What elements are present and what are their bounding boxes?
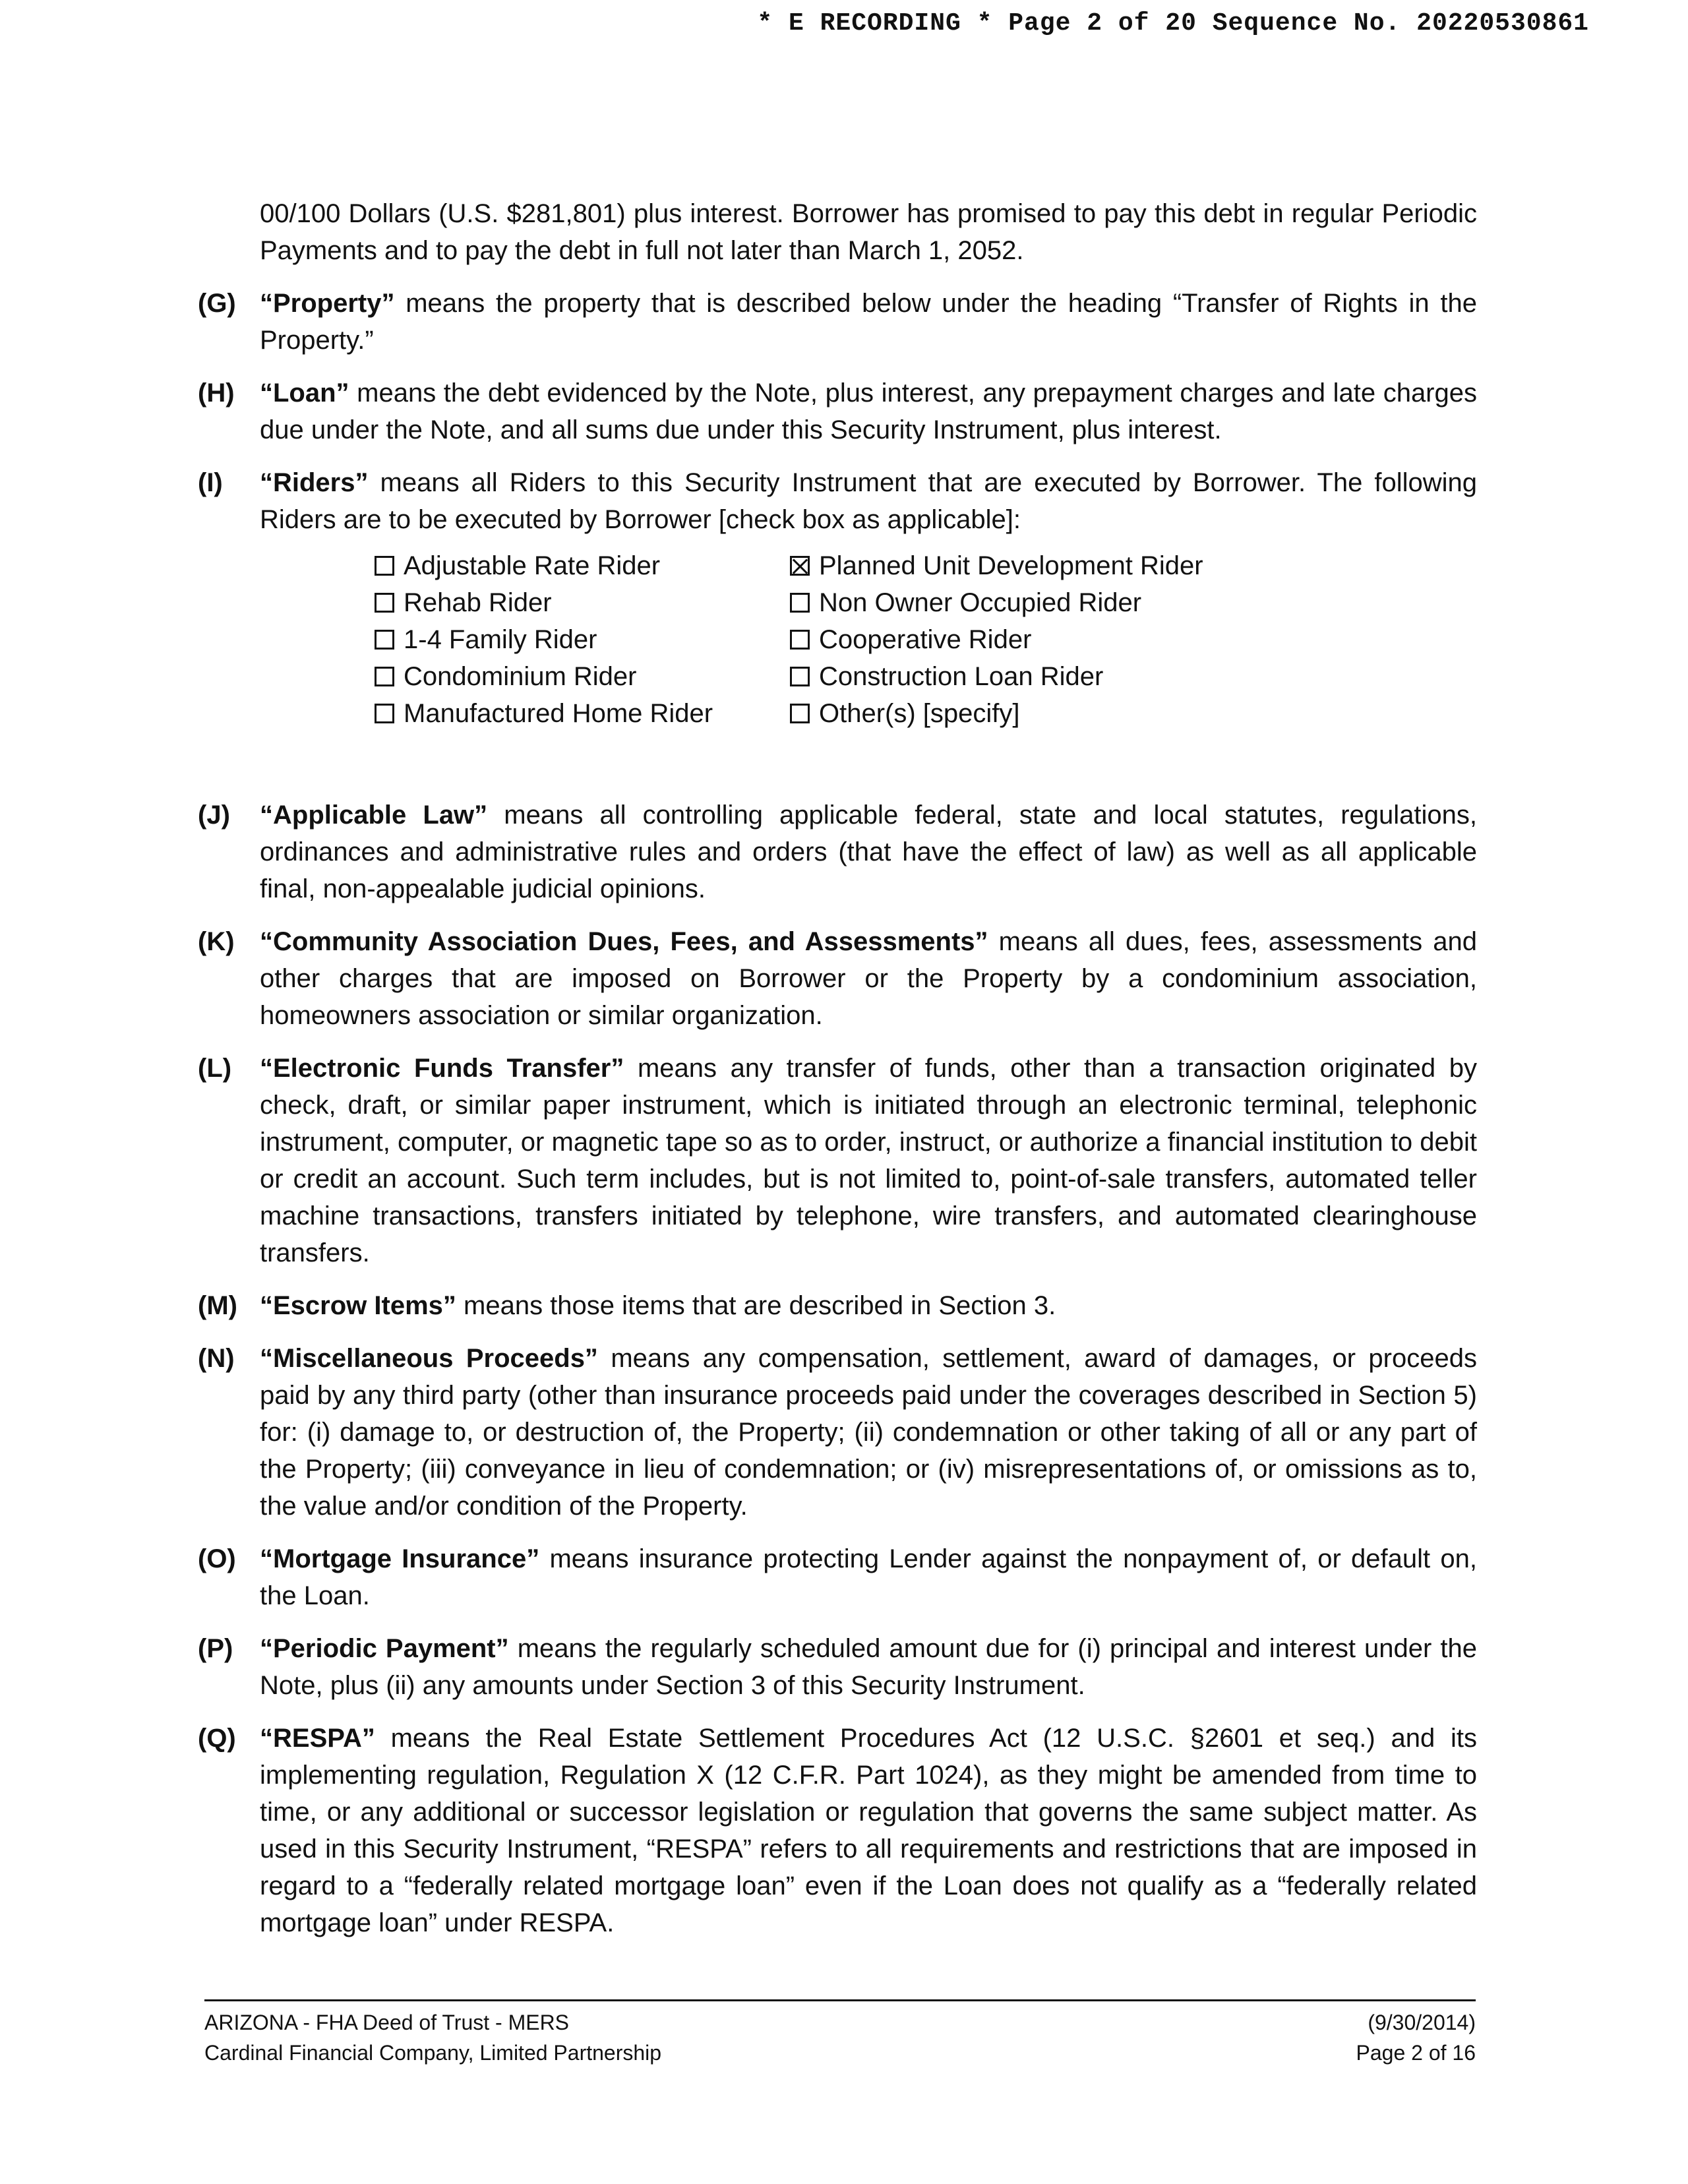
rider-other[interactable] bbox=[790, 695, 1265, 732]
rider-label: Planned Unit Development Rider bbox=[819, 551, 1203, 580]
definition-term: “RESPA” bbox=[260, 1724, 375, 1753]
definition-term: “Applicable Law” bbox=[260, 801, 488, 830]
footer-page-number: Page 2 of 16 bbox=[1356, 2041, 1476, 2065]
rider-label: 1-4 Family Rider bbox=[404, 625, 597, 654]
footer-form-title: ARIZONA - FHA Deed of Trust - MERS bbox=[204, 2011, 570, 2034]
definition-term: “Periodic Payment” bbox=[260, 1634, 509, 1663]
rider-label: Construction Loan Rider bbox=[819, 662, 1104, 691]
definition-text: means the property that is described below under the heading “Transfer of Rights in the Property.” bbox=[260, 289, 1477, 355]
definition-j bbox=[198, 797, 1477, 907]
definition-text: means any compensation, settlement, award of damages, or proceeds paid by any third party (other than insurance proceeds paid under the coverages described in Section 5) for: (i) damage to, or destruction of, the Property; (ii) condemnation or other taking of all or any part of the Property; (iii) conveyance in lieu of condemnation; or (iv) misrepresentations of, or omissions as to, the value and/or condition of the Property. bbox=[260, 1344, 1477, 1521]
definition-text: means all dues, fees, assessments and other charges that are imposed on Borrower or the Property by a condominium association, homeowners association or similar organization. bbox=[260, 927, 1477, 1030]
definition-term: “Riders” bbox=[260, 468, 369, 497]
checkbox-icon[interactable] bbox=[375, 593, 394, 613]
definition-o bbox=[198, 1540, 1477, 1614]
definition-m bbox=[198, 1287, 1477, 1324]
definition-label: (K) bbox=[198, 927, 235, 956]
rider-label: Cooperative Rider bbox=[819, 625, 1032, 654]
definition-n bbox=[198, 1340, 1477, 1525]
definition-label: (Q) bbox=[198, 1724, 236, 1753]
document-body bbox=[198, 195, 1477, 1941]
definition-p bbox=[198, 1630, 1477, 1704]
definition-term: “Miscellaneous Proceeds” bbox=[260, 1344, 598, 1373]
definition-text: means all controlling applicable federal, state and local statutes, regulations, ordinances and administrative rules and orders (that have the effect of law) as well as all applicable final, non-appealable judicial opinions. bbox=[260, 801, 1478, 903]
definition-text: means those items that are described in Section 3. bbox=[456, 1291, 1056, 1320]
checkbox-icon[interactable] bbox=[790, 593, 810, 613]
footer-form-date: (9/30/2014) bbox=[1368, 2011, 1476, 2034]
rider-construction-loan[interactable] bbox=[790, 658, 1265, 695]
definition-term: “Loan” bbox=[260, 379, 349, 408]
definition-label: (P) bbox=[198, 1634, 233, 1663]
definition-q bbox=[198, 1720, 1477, 1941]
page-footer bbox=[204, 2007, 1476, 2068]
definition-h bbox=[198, 375, 1477, 448]
definition-term: “Escrow Items” bbox=[260, 1291, 456, 1320]
definition-k bbox=[198, 923, 1477, 1034]
rider-1-4-family[interactable] bbox=[375, 621, 790, 658]
definition-g bbox=[198, 285, 1477, 359]
checked-checkbox-icon[interactable] bbox=[790, 556, 810, 576]
checkbox-icon[interactable] bbox=[375, 630, 394, 650]
definition-text: means the Real Estate Settlement Procedures Act (12 U.S.C. §2601 et seq.) and its implementing regulation, Regulation X (12 C.F.R. Part 1024), as they might be amended from time to time, or any additional or successor legislation or regulation that governs the same subject matter. As used in this Security Instrument, “RESPA” refers to all requirements and restrictions that are imposed in regard to a “federally related mortgage loan” even if the Loan does not qualify as a “federally related mortgage loan” under RESPA. bbox=[260, 1724, 1477, 1937]
definition-term: “Property” bbox=[260, 289, 395, 318]
checkbox-icon[interactable] bbox=[375, 667, 394, 686]
riders-checklist bbox=[375, 547, 1477, 732]
definition-label: (H) bbox=[198, 379, 235, 408]
definition-label: (O) bbox=[198, 1544, 236, 1573]
rider-label: Other(s) [specify] bbox=[819, 699, 1020, 728]
checkbox-icon[interactable] bbox=[375, 704, 394, 723]
rider-non-owner-occupied[interactable] bbox=[790, 584, 1265, 621]
rider-manufactured-home[interactable] bbox=[375, 695, 790, 732]
rider-adjustable-rate[interactable] bbox=[375, 547, 790, 584]
rider-cooperative[interactable] bbox=[790, 621, 1265, 658]
definition-label: (L) bbox=[198, 1054, 232, 1083]
definition-text: means the debt evidenced by the Note, plus interest, any prepayment charges and late charges due under the Note, and all sums due under this Security Instrument, plus interest. bbox=[260, 379, 1477, 444]
definition-label: (I) bbox=[198, 468, 223, 497]
checkbox-icon[interactable] bbox=[790, 704, 810, 723]
definition-label: (J) bbox=[198, 801, 230, 830]
definition-i bbox=[198, 464, 1477, 538]
footer-divider bbox=[204, 1999, 1476, 2001]
definition-label: (M) bbox=[198, 1291, 237, 1320]
definition-label: (G) bbox=[198, 289, 236, 318]
checkbox-icon[interactable] bbox=[790, 630, 810, 650]
definition-text: means all Riders to this Security Instrument that are executed by Borrower. The following Riders are to be executed by Borrower [check box as applicable]: bbox=[260, 468, 1477, 534]
definition-term: “Electronic Funds Transfer” bbox=[260, 1054, 624, 1083]
rider-rehab[interactable] bbox=[375, 584, 790, 621]
rider-planned-unit-development[interactable] bbox=[790, 547, 1265, 584]
rider-condominium[interactable] bbox=[375, 658, 790, 695]
definition-term: “Mortgage Insurance” bbox=[260, 1544, 540, 1573]
continuation-paragraph: 00/100 Dollars (U.S. $281,801) plus interest. Borrower has promised to pay this debt in regular Periodic Payments and to pay the debt in full not later than March 1, 2052. bbox=[260, 199, 1477, 265]
rider-label: Rehab Rider bbox=[404, 588, 552, 617]
definition-term: “Community Association Dues, Fees, and Assessments” bbox=[260, 927, 988, 956]
definition-label: (N) bbox=[198, 1344, 235, 1373]
definition-text: means any transfer of funds, other than a transaction originated by check, draft, or similar paper instrument, which is initiated through an electronic terminal, telephonic instrument, computer, or magnetic tape so as to order, instruct, or authorize a financial institution to debit or credit an account. Such term includes, but is not limited to, point-of-sale transfers, automated teller machine transactions, transfers initiated by telephone, wire transfers, and automated clearinghouse transfers. bbox=[260, 1054, 1477, 1267]
rider-label: Condominium Rider bbox=[404, 662, 637, 691]
rider-label: Adjustable Rate Rider bbox=[404, 551, 661, 580]
recording-header: * E RECORDING * Page 2 of 20 Sequence No. 20220530861 bbox=[757, 9, 1589, 38]
definition-text: means insurance protecting Lender against the nonpayment of, or default on, the Loan. bbox=[260, 1544, 1477, 1610]
footer-company: Cardinal Financial Company, Limited Partnership bbox=[204, 2041, 662, 2065]
checkbox-icon[interactable] bbox=[790, 667, 810, 686]
rider-label: Manufactured Home Rider bbox=[404, 699, 713, 728]
checkbox-icon[interactable] bbox=[375, 556, 394, 576]
definition-l bbox=[198, 1050, 1477, 1271]
definition-text: means the regularly scheduled amount due for (i) principal and interest under the Note, plus (ii) any amounts under Section 3 of this Security Instrument. bbox=[260, 1634, 1478, 1700]
rider-label: Non Owner Occupied Rider bbox=[819, 588, 1142, 617]
